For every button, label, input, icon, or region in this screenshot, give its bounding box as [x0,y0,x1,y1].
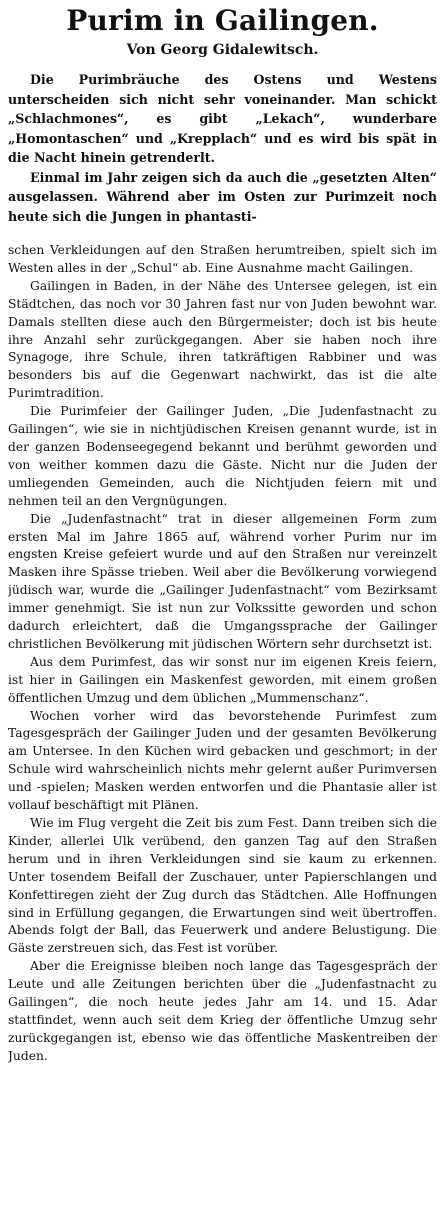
lead-paragraph: Einmal im Jahr zeigen sich da auch die „gesetzten Alten“ ausgelassen. Während aber im Osten zur Purimzeit noch heute sich die Jungen in phantasti- [8,169,437,224]
body-paragraph: schen Verkleidungen auf den Straßen herumtreiben, spielt sich im Westen alles in der „Schul“ ab. Eine Ausnahme macht Gailingen. [8,243,437,275]
body-paragraph: Aber die Ereignisse bleiben noch lange das Tagesgespräch der Leute und alle Zeitungen berichten über die „Judenfastnacht zu Gailingen“, die noch heute jedes Jahr am 14. und 15. Adar stattfindet, wenn auch seit dem Krieg der öffentliche Umzug sehr zurückgegangen ist, ebenso wie das öffentliche Maskentreiben der Juden. [8,959,437,1063]
body-section [8,242,437,1066]
body-paragraph: Die „Judenfastnacht“ trat in dieser allgemeinen Form zum ersten Mal im Jahre 1865 auf, während vorher Purim nur im engsten Kreise gefeiert wurde und auf den Straßen nur vereinzelt Masken ihre Spässe trieben. Weil aber die Bevölkerung vorwiegend jüdisch war, wurde die „Gailinger Judenfastnacht“ vom Bezirksamt immer genehmigt. Sie ist nun zur Volkssitte geworden und schon dadurch erleichtert, daß die Umgangssprache der Gailinger christlichen Bevölkerung mit jüdischen Wörtern sehr durchsetzt ist. [8,511,437,651]
column-gap [8,226,437,242]
body-paragraph: Wie im Flug vergeht die Zeit bis zum Fest. Dann treiben sich die Kinder, allerlei Ulk verübend, den ganzen Tag auf den Straßen herum und in ihren Verkleidungen sind sie kaum zu erkennen. Unter tosendem Beifall der Zuschauer, unter Papierschlangen und Konfettiregen zieht der Zug durch das Städtchen. Alle Hoffnungen sind in Erfüllung gegangen, die Erwartungen sind weit übertroffen. Abends folgt der Ball, das Feuerwerk und andere Belustigung. Die Gäste zerstreuen sich, das Fest ist vorüber. [8,816,437,956]
lead-paragraph: Die Purimbräuche des Ostens und Westens unterscheiden sich nicht sehr voneinander. Man schickt „Schlachmones“, es gibt „Lekach“, wunderbare „Homontaschen“ und „Krepplach“ und es wird bis spät in die Nacht hinein getrenderlt. [8,72,437,165]
newspaper-article [8,4,437,1220]
article-author: Von Georg Gidalewitsch. [126,42,319,58]
article-title: Purim in Gailingen. [66,4,379,37]
lead-section [8,70,437,226]
body-paragraph: Aus dem Purimfest, das wir sonst nur im eigenen Kreis feiern, ist hier in Gailingen ein Maskenfest geworden, mit einem großen öffentlichen Umzug und dem üblichen „Mummenschanz“. [8,654,437,705]
body-paragraph: Gailingen in Baden, in der Nähe des Untersee gelegen, ist ein Städtchen, das noch vor 30 Jahren fast nur von Juden bewohnt war. Damals stellten diese auch den Bürgermeister; doch ist bis heute ihre Anzahl sehr zurückgegangen. Aber sie haben noch ihre Synagoge, ihre Schule, ihren tatkräftigen Rabbiner und was besonders bis auf die Gegenwart nachwirkt, das ist die alte Purimtradition. [8,278,437,401]
body-paragraph: Wochen vorher wird das bevorstehende Purimfest zum Tagesgespräch der Gailinger Juden und der gesamten Bevölkerung am Untersee. In den Küchen wird gebacken und geschmort; in der Schule wird wahrscheinlich nichts mehr gelernt außer Purimversen und -spielen; Masken werden entworfen und die Phantasie aller ist vollauf beschäftigt mit Plänen. [8,708,437,813]
body-paragraph: Die Purimfeier der Gailinger Juden, „Die Judenfastnacht zu Gailingen“, wie sie in nichtjüdischen Kreisen genannt wurde, ist in der ganzen Bodenseegegend bekannt und berühmt geworden und von weither kommen dazu die Gäste. Nicht nur die Juden der umliegenden Gemeinden, auch die Nichtjuden feiern mit und nehmen teil an den Vergnügungen. [8,404,437,508]
